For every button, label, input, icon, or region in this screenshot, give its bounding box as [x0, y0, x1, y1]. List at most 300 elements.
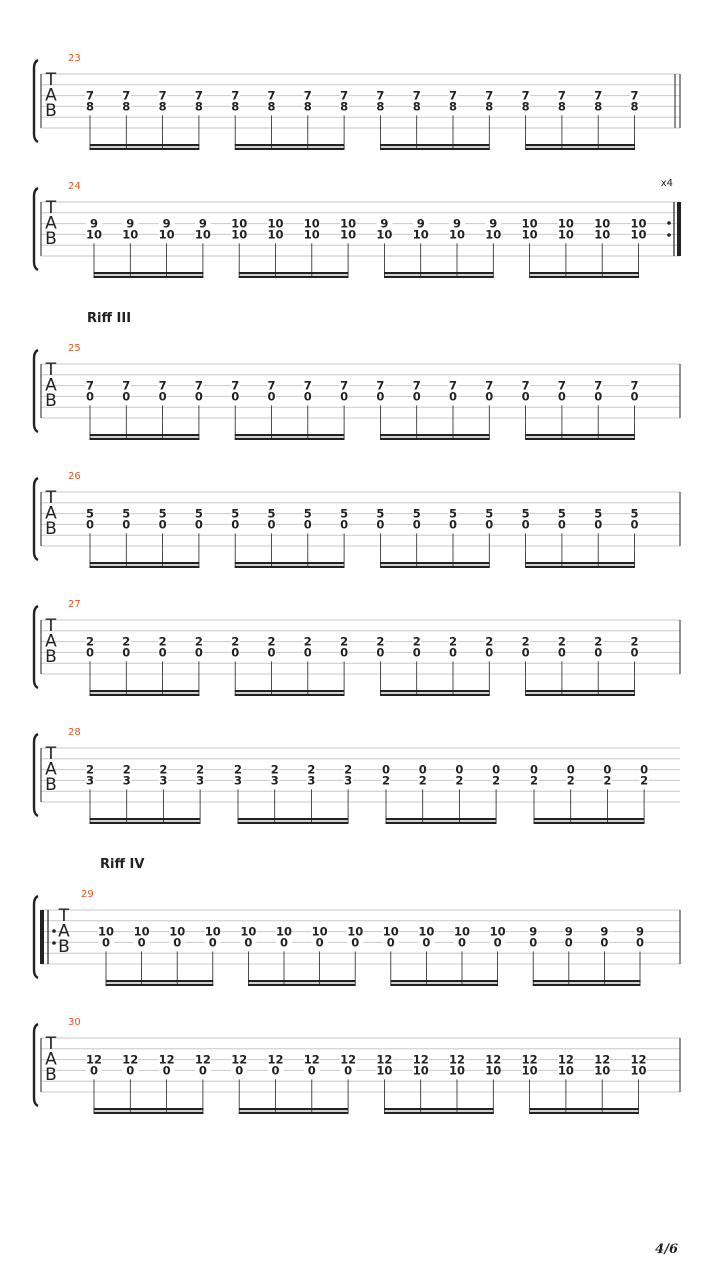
fret-number: 7 [376, 88, 385, 103]
fret-number: 0 [194, 517, 203, 532]
beam-primary [90, 694, 200, 696]
page-number: 4/6 [655, 1242, 678, 1257]
tab-clef-letter: T [58, 906, 70, 926]
fret-number: 0 [231, 517, 240, 532]
fret-number: 5 [231, 506, 240, 521]
beam-secondary [90, 562, 200, 564]
fret-number: 0 [422, 935, 431, 950]
fret-number: 0 [158, 517, 167, 532]
beam-secondary [235, 690, 345, 692]
fret-number: 0 [194, 389, 203, 404]
fret-number: 0 [198, 1063, 207, 1078]
fret-number: 0 [600, 935, 609, 950]
fret-number: 7 [194, 88, 203, 103]
fret-number: 10 [557, 1063, 574, 1078]
fret-number: 5 [485, 506, 494, 521]
fret-number: 7 [630, 88, 639, 103]
beam-secondary [239, 272, 349, 274]
fret-number: 12 [303, 1052, 320, 1067]
fret-number: 9 [489, 216, 498, 231]
tab-clef-letter: B [45, 101, 57, 121]
fret-number: 0 [557, 645, 566, 660]
fret-number: 10 [340, 216, 357, 231]
fret-number: 2 [455, 773, 464, 788]
beam-primary [235, 694, 345, 696]
fret-number: 10 [630, 216, 647, 231]
fret-number: 0 [267, 517, 276, 532]
measure-number: 27 [68, 599, 81, 610]
fret-number: 10 [85, 227, 103, 242]
fret-number: 2 [196, 762, 205, 777]
tab-clef-letter: B [58, 937, 70, 957]
fret-number: 5 [303, 506, 312, 521]
fret-number: 0 [267, 389, 276, 404]
fret-number: 0 [173, 935, 182, 950]
fret-number: 10 [630, 1063, 647, 1078]
beam-secondary [525, 690, 635, 692]
fret-number: 10 [521, 227, 538, 242]
fret-number: 12 [376, 1052, 393, 1067]
fret-number: 12 [557, 1052, 574, 1067]
beam-secondary [534, 818, 645, 820]
fret-number: 12 [448, 1052, 466, 1067]
fret-number: 10 [311, 924, 328, 939]
beam-secondary [525, 434, 635, 436]
fret-number: 10 [347, 924, 364, 939]
beam-secondary [239, 1108, 349, 1110]
beam-primary [90, 148, 200, 150]
beam-primary [238, 822, 349, 824]
fret-number: 8 [448, 99, 458, 114]
tab-clef-letter: B [45, 229, 57, 249]
fret-number: 0 [303, 517, 312, 532]
repeat-count: x4 [660, 178, 673, 189]
fret-number: 12 [485, 1052, 502, 1067]
fret-number: 7 [231, 88, 240, 103]
fret-number: 7 [158, 88, 167, 103]
fret-number: 2 [122, 634, 131, 649]
repeat-dot [667, 221, 671, 225]
fret-number: 0 [448, 645, 458, 660]
tab-clef-letter: A [45, 759, 57, 780]
section-label-riff-iv: Riff IV [100, 857, 145, 872]
fret-number: 2 [381, 773, 391, 788]
beam-primary [94, 276, 204, 278]
beam-secondary [235, 434, 345, 436]
fret-number: 10 [489, 924, 506, 939]
fret-number: 0 [521, 389, 530, 404]
fret-number: 0 [89, 1063, 99, 1078]
fret-number: 0 [412, 389, 421, 404]
fret-number: 2 [267, 634, 276, 649]
fret-number: 0 [457, 935, 467, 950]
fret-number: 7 [521, 88, 530, 103]
system-bracket [34, 188, 38, 270]
beam-secondary [380, 690, 490, 692]
fret-number: 8 [267, 99, 276, 114]
measure-number: 24 [68, 181, 81, 192]
fret-number: 10 [521, 216, 538, 231]
fret-number: 12 [594, 1052, 611, 1067]
fret-number: 7 [194, 378, 203, 393]
fret-number: 0 [158, 645, 167, 660]
fret-number: 10 [448, 227, 466, 242]
fret-number: 0 [158, 389, 167, 404]
fret-number: 8 [340, 99, 349, 114]
beam-secondary [380, 562, 490, 564]
fret-number: 12 [194, 1052, 211, 1067]
fret-number: 10 [97, 924, 115, 939]
fret-number: 0 [244, 935, 253, 950]
tab-clef-letter: A [45, 85, 57, 106]
fret-number: 5 [194, 506, 203, 521]
fret-number: 5 [448, 506, 458, 521]
fret-number: 7 [340, 88, 349, 103]
fret-number: 5 [594, 506, 603, 521]
fret-number: 2 [270, 762, 279, 777]
fret-number: 10 [275, 924, 293, 939]
beam-secondary [384, 1108, 494, 1110]
beam-primary [533, 984, 641, 986]
fret-number: 0 [303, 645, 312, 660]
fret-number: 0 [307, 1063, 316, 1078]
fret-number: 8 [303, 99, 312, 114]
fret-number: 2 [640, 773, 649, 788]
fret-number: 0 [376, 517, 385, 532]
beam-primary [248, 984, 356, 986]
beam-secondary [529, 1108, 639, 1110]
fret-number: 0 [122, 517, 131, 532]
fret-number: 2 [566, 773, 575, 788]
fret-number: 10 [240, 924, 257, 939]
fret-number: 0 [521, 645, 530, 660]
fret-number: 2 [412, 634, 421, 649]
fret-number: 0 [594, 389, 603, 404]
fret-number: 5 [267, 506, 276, 521]
fret-number: 8 [412, 99, 421, 114]
fret-number: 8 [557, 99, 566, 114]
beam-secondary [386, 818, 497, 820]
fret-number: 12 [231, 1052, 248, 1067]
fret-number: 7 [267, 378, 276, 393]
tab-clef-letter: A [45, 375, 57, 396]
fret-number: 5 [376, 506, 385, 521]
fret-number: 3 [85, 773, 95, 788]
fret-number: 0 [267, 645, 276, 660]
fret-number: 2 [158, 634, 167, 649]
beam-secondary [380, 434, 490, 436]
tab-clef-letter: T [45, 1034, 57, 1054]
fret-number: 8 [158, 99, 167, 114]
fret-number: 10 [412, 227, 429, 242]
fret-number: 9 [416, 216, 425, 231]
fret-number: 7 [122, 88, 131, 103]
fret-number: 10 [303, 216, 320, 231]
fret-number: 2 [529, 773, 539, 788]
measure-number: 30 [68, 1017, 81, 1028]
fret-number: 0 [376, 645, 385, 660]
fret-number: 7 [158, 378, 167, 393]
fret-number: 0 [630, 517, 639, 532]
fret-number: 10 [376, 1063, 393, 1078]
tab-clef-letter: B [45, 647, 57, 667]
fret-number: 0 [418, 762, 427, 777]
beam-primary [235, 566, 345, 568]
fret-number: 10 [594, 227, 611, 242]
fret-number: 0 [122, 389, 131, 404]
fret-number: 0 [521, 517, 530, 532]
fret-number: 9 [126, 216, 135, 231]
repeat-dot [667, 233, 671, 237]
fret-number: 2 [340, 634, 349, 649]
fret-number: 7 [485, 378, 494, 393]
fret-number: 9 [600, 924, 609, 939]
repeat-dot [52, 941, 56, 945]
beam-secondary [384, 272, 494, 274]
fret-number: 0 [315, 935, 324, 950]
beam-secondary [90, 434, 200, 436]
fret-number: 0 [455, 762, 464, 777]
fret-number: 10 [382, 924, 399, 939]
fret-number: 3 [196, 773, 205, 788]
fret-number: 10 [630, 227, 647, 242]
fret-number: 10 [169, 924, 186, 939]
measure-number: 25 [68, 343, 81, 354]
fret-number: 10 [231, 216, 248, 231]
fret-number: 10 [303, 227, 320, 242]
fret-number: 10 [448, 1063, 466, 1078]
fret-number: 7 [412, 378, 421, 393]
fret-number: 5 [158, 506, 167, 521]
fret-number: 0 [529, 762, 539, 777]
tab-clef-letter: B [45, 775, 57, 795]
fret-number: 10 [521, 1063, 538, 1078]
fret-number: 0 [279, 935, 289, 950]
fret-number: 9 [89, 216, 99, 231]
fret-number: 12 [158, 1052, 175, 1067]
fret-number: 3 [307, 773, 316, 788]
fret-number: 10 [267, 227, 284, 242]
fret-number: 0 [412, 645, 421, 660]
fret-number: 10 [557, 216, 574, 231]
beam-primary [380, 148, 490, 150]
fret-number: 10 [158, 227, 175, 242]
fret-number: 12 [521, 1052, 538, 1067]
tab-clef-letter: T [45, 70, 57, 90]
fret-number: 7 [122, 378, 131, 393]
fret-number: 8 [594, 99, 603, 114]
beam-primary [235, 148, 345, 150]
fret-number: 5 [122, 506, 131, 521]
fret-number: 12 [267, 1052, 284, 1067]
fret-number: 10 [267, 216, 284, 231]
tab-clef-letter: A [45, 213, 57, 234]
fret-number: 8 [231, 99, 240, 114]
fret-number: 7 [85, 88, 95, 103]
tab-clef-letter: T [45, 198, 57, 218]
beam-secondary [248, 980, 356, 982]
system-bracket [34, 734, 38, 816]
tab-clef-letter: B [45, 1065, 57, 1085]
fret-number: 10 [340, 227, 357, 242]
fret-number: 9 [452, 216, 462, 231]
fret-number: 2 [233, 762, 243, 777]
fret-number: 0 [340, 517, 349, 532]
fret-number: 2 [122, 762, 131, 777]
fret-number: 8 [521, 99, 530, 114]
fret-number: 10 [194, 227, 211, 242]
fret-number: 0 [376, 389, 385, 404]
beam-secondary [525, 144, 635, 146]
system-bracket [34, 606, 38, 688]
fret-number: 0 [340, 389, 349, 404]
fret-number: 7 [448, 88, 458, 103]
fret-number: 10 [594, 216, 611, 231]
fret-number: 10 [133, 924, 150, 939]
fret-number: 2 [231, 634, 240, 649]
repeat-start-thick-bar [40, 910, 44, 964]
beam-secondary [106, 980, 214, 982]
fret-number: 7 [521, 378, 530, 393]
fret-number: 7 [303, 378, 312, 393]
measure-number: 23 [68, 53, 81, 64]
beam-secondary [94, 272, 204, 274]
beam-primary [380, 438, 490, 440]
fret-number: 2 [448, 634, 458, 649]
fret-number: 3 [270, 773, 279, 788]
fret-number: 12 [412, 1052, 429, 1067]
fret-number: 9 [162, 216, 171, 231]
fret-number: 0 [557, 389, 566, 404]
fret-number: 0 [492, 762, 501, 777]
fret-number: 0 [635, 935, 645, 950]
fret-number: 0 [630, 645, 639, 660]
fret-number: 7 [412, 88, 421, 103]
fret-number: 0 [101, 935, 111, 950]
beam-primary [90, 822, 201, 824]
fret-number: 10 [231, 227, 248, 242]
fret-number: 10 [204, 924, 221, 939]
beam-secondary [529, 272, 639, 274]
fret-number: 2 [344, 762, 353, 777]
fret-number: 0 [485, 645, 494, 660]
fret-number: 2 [418, 773, 427, 788]
fret-number: 0 [594, 517, 603, 532]
beam-primary [384, 1112, 494, 1114]
fret-number: 8 [85, 99, 95, 114]
system-bracket [34, 60, 38, 142]
measure-number: 29 [81, 889, 94, 900]
fret-number: 0 [208, 935, 217, 950]
fret-number: 3 [159, 773, 168, 788]
fret-number: 5 [630, 506, 639, 521]
fret-number: 2 [485, 634, 494, 649]
beam-secondary [94, 1108, 204, 1110]
fret-number: 3 [122, 773, 131, 788]
fret-number: 5 [521, 506, 530, 521]
fret-number: 0 [85, 517, 95, 532]
system-bracket [34, 350, 38, 432]
beam-primary [380, 694, 490, 696]
fret-number: 9 [198, 216, 207, 231]
fret-number: 8 [630, 99, 639, 114]
fret-number: 0 [122, 645, 131, 660]
fret-number: 10 [418, 924, 435, 939]
fret-number: 2 [594, 634, 603, 649]
system-bracket [34, 478, 38, 560]
tab-clef-letter: B [45, 391, 57, 411]
fret-number: 2 [307, 762, 316, 777]
fret-number: 7 [231, 378, 240, 393]
fret-number: 10 [485, 1063, 502, 1078]
fret-number: 0 [485, 389, 494, 404]
fret-number: 8 [194, 99, 203, 114]
fret-number: 0 [529, 935, 538, 950]
system-bracket [34, 896, 38, 978]
fret-number: 0 [351, 935, 360, 950]
fret-number: 7 [85, 378, 95, 393]
beam-primary [386, 822, 497, 824]
fret-number: 2 [159, 762, 168, 777]
fret-number: 7 [557, 378, 566, 393]
fret-number: 2 [376, 634, 385, 649]
tab-clef-letter: B [45, 519, 57, 539]
tab-clef-letter: T [45, 360, 57, 380]
beam-primary [384, 276, 494, 278]
fret-number: 10 [594, 1063, 611, 1078]
beam-secondary [380, 144, 490, 146]
fret-number: 10 [453, 924, 471, 939]
fret-number: 0 [85, 645, 95, 660]
beam-primary [525, 694, 635, 696]
fret-number: 5 [557, 506, 566, 521]
fret-number: 8 [485, 99, 494, 114]
beam-secondary [390, 980, 498, 982]
fret-number: 0 [630, 389, 639, 404]
fret-number: 5 [85, 506, 95, 521]
fret-number: 12 [340, 1052, 357, 1067]
fret-number: 0 [85, 389, 95, 404]
fret-number: 9 [635, 924, 645, 939]
fret-number: 3 [233, 773, 243, 788]
measure-number: 26 [68, 471, 81, 482]
fret-number: 10 [122, 227, 139, 242]
fret-number: 7 [630, 378, 639, 393]
fret-number: 0 [194, 645, 203, 660]
fret-number: 2 [85, 634, 95, 649]
fret-number: 0 [340, 645, 349, 660]
fret-number: 0 [603, 762, 612, 777]
fret-number: 7 [594, 88, 603, 103]
fret-number: 0 [594, 645, 603, 660]
fret-number: 7 [448, 378, 458, 393]
fret-number: 0 [448, 517, 458, 532]
section-label-riff-iii: Riff III [87, 311, 132, 326]
fret-number: 0 [126, 1063, 135, 1078]
fret-number: 12 [85, 1052, 103, 1067]
beam-primary [235, 438, 345, 440]
beam-secondary [525, 562, 635, 564]
fret-number: 7 [594, 378, 603, 393]
fret-number: 7 [303, 88, 312, 103]
tab-clef-letter: T [45, 744, 57, 764]
fret-number: 7 [340, 378, 349, 393]
fret-number: 7 [376, 378, 385, 393]
beam-primary [529, 1112, 639, 1114]
tab-clef-letter: A [58, 921, 70, 942]
fret-number: 12 [122, 1052, 139, 1067]
fret-number: 5 [340, 506, 349, 521]
